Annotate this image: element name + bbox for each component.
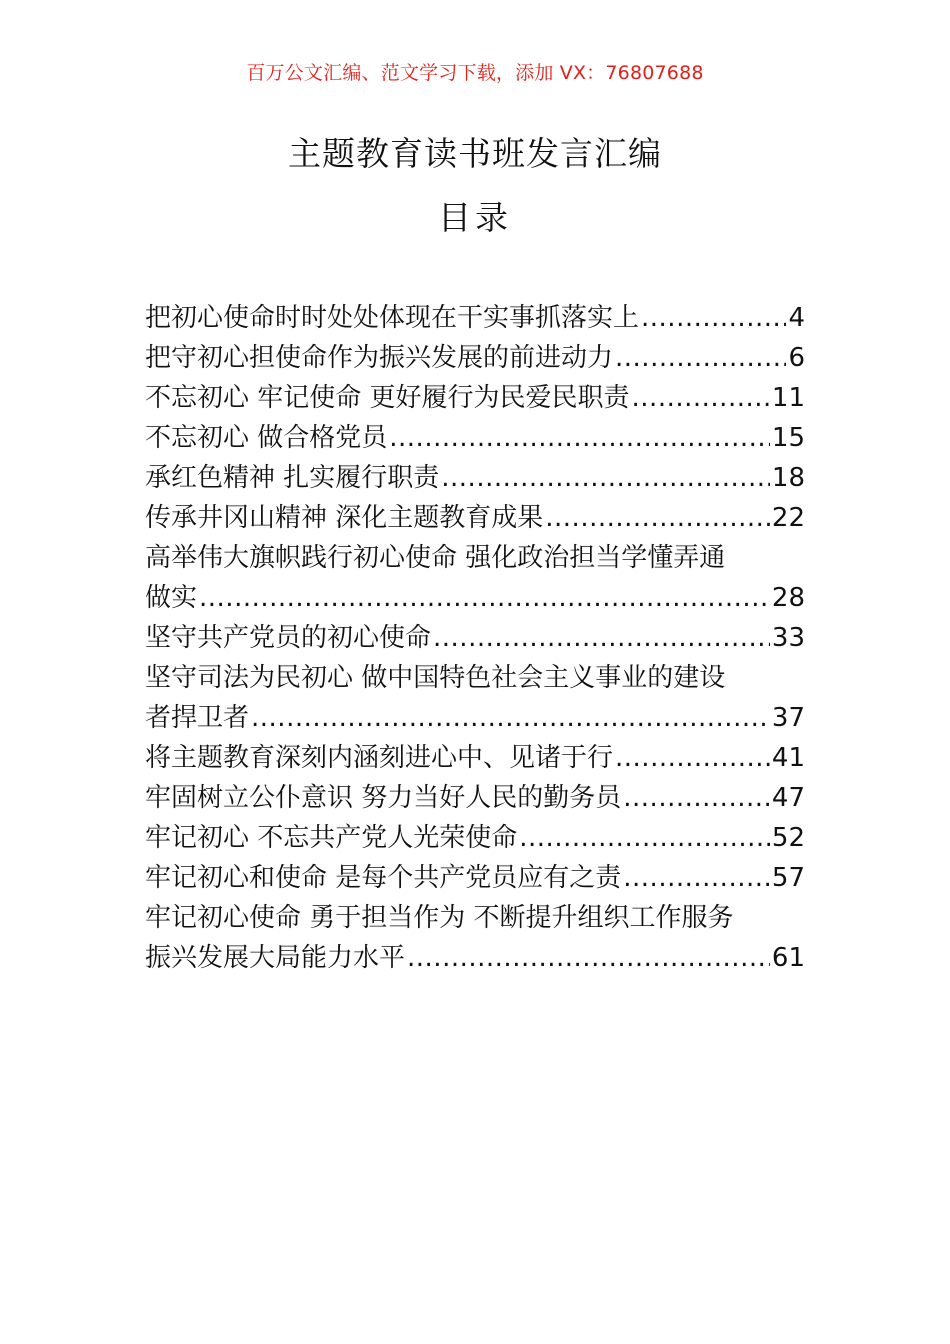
- toc-page-number: 37: [771, 703, 805, 733]
- toc-line: [145, 818, 805, 858]
- toc-leader-dots: [441, 458, 770, 498]
- toc-line: [145, 738, 805, 778]
- toc-entry-title-line1: 高举伟大旗帜践行初心使命 强化政治担当学懂弄通: [145, 543, 726, 573]
- toc-entry-title: 不忘初心 做合格党员: [145, 423, 388, 453]
- toc-leader-dots: [433, 618, 770, 658]
- toc-entry: [145, 778, 805, 818]
- toc-entry: [145, 338, 805, 378]
- toc-line: [145, 458, 805, 498]
- toc-entry-title: 坚守共产党员的初心使命: [145, 623, 432, 653]
- toc-leader-dots: [199, 578, 770, 618]
- toc-page-number: 61: [771, 943, 805, 973]
- table-of-contents: [145, 298, 805, 978]
- toc-page-number: 28: [771, 583, 805, 613]
- toc-leader-dots: [407, 938, 770, 978]
- toc-entry-title: 把守初心担使命作为振兴发展的前进动力: [145, 343, 614, 373]
- toc-entry: [145, 498, 805, 538]
- toc-line: [145, 698, 805, 738]
- toc-line: [145, 338, 805, 378]
- toc-page-number: 41: [771, 743, 805, 773]
- toc-entry-title: 牢记初心 不忘共产党人光荣使命: [145, 823, 518, 853]
- toc-page-number: 11: [771, 383, 805, 413]
- toc-line: [145, 298, 805, 338]
- toc-entry: [145, 738, 805, 778]
- toc-entry: [145, 898, 805, 978]
- toc-leader-dots: [632, 378, 770, 418]
- toc-line: [145, 778, 805, 818]
- toc-line: [145, 618, 805, 658]
- toc-leader-dots: [641, 298, 786, 338]
- toc-entry-title: 把初心使命时时处处体现在干实事抓落实上: [145, 303, 640, 333]
- toc-leader-dots: [615, 338, 786, 378]
- toc-entry: [145, 298, 805, 338]
- document-title: 主题教育读书班发言汇编: [288, 134, 662, 173]
- toc-entry-title: 振兴发展大局能力水平: [145, 943, 406, 973]
- toc-entry: [145, 418, 805, 458]
- toc-entry: [145, 378, 805, 418]
- toc-line: [145, 378, 805, 418]
- toc-entry-title: 牢固树立公仆意识 努力当好人民的勤务员: [145, 783, 622, 813]
- toc-leader-dots: [251, 698, 770, 738]
- toc-page-number: 15: [771, 423, 805, 453]
- toc-line: [145, 418, 805, 458]
- toc-heading: 目录: [438, 198, 512, 237]
- toc-entry-title: 不忘初心 牢记使命 更好履行为民爱民职责: [145, 383, 630, 413]
- toc-entry: [145, 818, 805, 858]
- toc-page-number: 22: [771, 503, 805, 533]
- toc-leader-dots: [545, 498, 770, 538]
- toc-page-number: 18: [771, 463, 805, 493]
- toc-page-number: 47: [771, 783, 805, 813]
- toc-entry: [145, 618, 805, 658]
- toc-leader-dots: [519, 818, 770, 858]
- toc-entry-title: 承红色精神 扎实履行职责: [145, 463, 440, 493]
- toc-entry-title: 将主题教育深刻内涵刻进心中、见诸于行: [145, 743, 614, 773]
- toc-page-number: 6: [788, 343, 805, 373]
- toc-page-number: 57: [771, 863, 805, 893]
- toc-entry: [145, 658, 805, 738]
- toc-line: [145, 938, 805, 978]
- toc-entry-title: 者捍卫者: [145, 703, 250, 733]
- toc-leader-dots: [623, 778, 770, 818]
- toc-line: [145, 578, 805, 618]
- toc-entry: [145, 858, 805, 898]
- toc-line: [145, 858, 805, 898]
- toc-line: [145, 498, 805, 538]
- toc-leader-dots: [615, 738, 770, 778]
- toc-page-number: 33: [771, 623, 805, 653]
- toc-entry-title-line1: 坚守司法为民初心 做中国特色社会主义事业的建设: [145, 663, 726, 693]
- toc-page-number: 52: [771, 823, 805, 853]
- toc-leader-dots: [623, 858, 770, 898]
- toc-entry-title: 传承井冈山精神 深化主题教育成果: [145, 503, 544, 533]
- toc-entry: [145, 538, 805, 618]
- header-note: 百万公文汇编、范文学习下载，添加 VX：76807688: [246, 62, 704, 84]
- toc-entry-title: 牢记初心和使命 是每个共产党员应有之责: [145, 863, 622, 893]
- toc-entry: [145, 458, 805, 498]
- toc-leader-dots: [389, 418, 770, 458]
- toc-entry-title-line1: 牢记初心使命 勇于担当作为 不断提升组织工作服务: [145, 903, 734, 933]
- toc-page-number: 4: [788, 303, 805, 333]
- toc-entry-title: 做实: [145, 583, 198, 613]
